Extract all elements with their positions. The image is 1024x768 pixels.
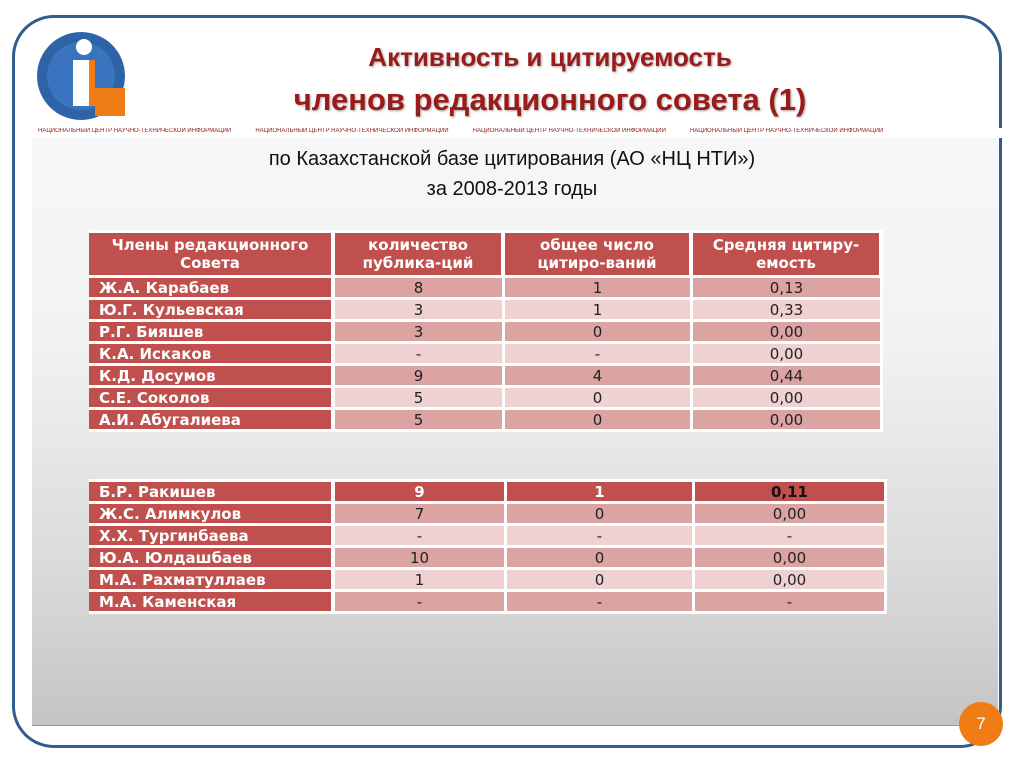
- avg-citation-cell: 0,13: [693, 278, 883, 297]
- subtitle-line2: за 2008-2013 годы: [426, 178, 598, 200]
- publications-cell: 8: [335, 278, 505, 297]
- citations-cell: -: [505, 344, 693, 363]
- table-row: [89, 366, 883, 385]
- citations-cell: 1: [505, 278, 693, 297]
- citations-cell: 0: [507, 504, 695, 523]
- header-stripe: [32, 128, 1004, 138]
- citations-cell: -: [507, 592, 695, 611]
- publications-cell: 1: [335, 570, 507, 589]
- table-row: [89, 548, 887, 567]
- publications-cell: -: [335, 592, 507, 611]
- member-name: А.И. Абугалиева: [89, 410, 335, 429]
- avg-citation-cell: 0,00: [695, 548, 887, 567]
- table-row: [89, 504, 887, 523]
- publications-cell: 9: [335, 366, 505, 385]
- member-name: М.А. Каменская: [89, 592, 335, 611]
- header-members: Члены редакционного Совета: [89, 233, 335, 275]
- table-row: [89, 526, 887, 545]
- table-row: [89, 388, 883, 407]
- avg-citation-cell: 0,00: [695, 504, 887, 523]
- publications-cell: -: [335, 344, 505, 363]
- avg-citation-cell: -: [695, 592, 887, 611]
- member-name: К.А. Искаков: [89, 344, 335, 363]
- member-name: С.Е. Соколов: [89, 388, 335, 407]
- citations-cell: -: [507, 526, 695, 545]
- publications-cell: 5: [335, 388, 505, 407]
- avg-citation-cell: -: [695, 526, 887, 545]
- table-row: [89, 344, 883, 363]
- publications-cell: 5: [335, 410, 505, 429]
- table-row: [89, 278, 883, 297]
- avg-citation-cell: 0,00: [693, 344, 883, 363]
- avg-citation-cell: 0,00: [693, 388, 883, 407]
- avg-citation-cell: 0,00: [693, 322, 883, 341]
- citation-table-group1: [89, 230, 883, 432]
- table-header-row: [89, 233, 883, 275]
- content-panel: [32, 138, 998, 726]
- member-name: Ж.А. Карабаев: [89, 278, 335, 297]
- header-citations: общее число цитиро-ваний: [505, 233, 693, 275]
- member-name: К.Д. Досумов: [89, 366, 335, 385]
- citations-cell: 0: [505, 322, 693, 341]
- publications-cell: 3: [335, 300, 505, 319]
- member-name: Ю.Г. Кульевская: [89, 300, 335, 319]
- publications-cell: -: [335, 526, 507, 545]
- table-row: [89, 300, 883, 319]
- publications-cell: 9: [335, 482, 507, 501]
- avg-citation-cell: 0,33: [693, 300, 883, 319]
- member-name: Х.Х. Тургинбаева: [89, 526, 335, 545]
- slide-title-line2: членов редакционного совета (1): [293, 82, 807, 117]
- subtitle-line1: по Казахстанской базе цитирования (АО «НЦ НТИ»): [268, 148, 756, 170]
- table-row: [89, 322, 883, 341]
- publications-cell: 3: [335, 322, 505, 341]
- member-name: Ю.А. Юлдашбаев: [89, 548, 335, 567]
- header-publications: количество публика-ций: [335, 233, 505, 275]
- citations-cell: 0: [507, 548, 695, 567]
- table-row-highlighted: [89, 482, 887, 501]
- citations-cell: 1: [505, 300, 693, 319]
- publications-cell: 7: [335, 504, 507, 523]
- member-name: Ж.С. Алимкулов: [89, 504, 335, 523]
- stripe-text: НАЦИОНАЛЬНЫЙ ЦЕНТР НАУЧНО-ТЕХНИЧЕСКОЙ ИНФОРМАЦИИ: [472, 128, 666, 134]
- stripe-text: НАЦИОНАЛЬНЫЙ ЦЕНТР НАУЧНО-ТЕХНИЧЕСКОЙ ИНФОРМАЦИИ: [689, 128, 884, 134]
- table-row: [89, 570, 887, 589]
- citation-table-group2: [89, 479, 887, 614]
- member-name: Б.Р. Ракишев: [89, 482, 335, 501]
- member-name: Р.Г. Бияшев: [89, 322, 335, 341]
- avg-citation-cell: 0,00: [693, 410, 883, 429]
- stripe-text: НАЦИОНАЛЬНЫЙ ЦЕНТР НАУЧНО-ТЕХНИЧЕСКОЙ ИНФОРМАЦИИ: [38, 128, 232, 134]
- table-row: [89, 410, 883, 429]
- citations-cell: 0: [505, 410, 693, 429]
- member-name: М.А. Рахматуллаев: [89, 570, 335, 589]
- slide-title-line1: Активность и цитируемость: [368, 42, 732, 72]
- avg-citation-cell: 0,44: [693, 366, 883, 385]
- citations-cell: 0: [507, 570, 695, 589]
- avg-citation-cell: 0,00: [695, 570, 887, 589]
- citations-cell: 4: [505, 366, 693, 385]
- citations-cell: 1: [507, 482, 695, 501]
- citations-cell: 0: [505, 388, 693, 407]
- publications-cell: 10: [335, 548, 507, 567]
- page-number-badge: 7: [959, 702, 1003, 746]
- header-avg-citation: Средняя цитиру-емость: [693, 233, 883, 275]
- stripe-text: НАЦИОНАЛЬНЫЙ ЦЕНТР НАУЧНО-ТЕХНИЧЕСКОЙ ИНФОРМАЦИИ: [255, 128, 449, 134]
- avg-citation-cell: 0,11: [695, 482, 887, 501]
- table-row: [89, 592, 887, 611]
